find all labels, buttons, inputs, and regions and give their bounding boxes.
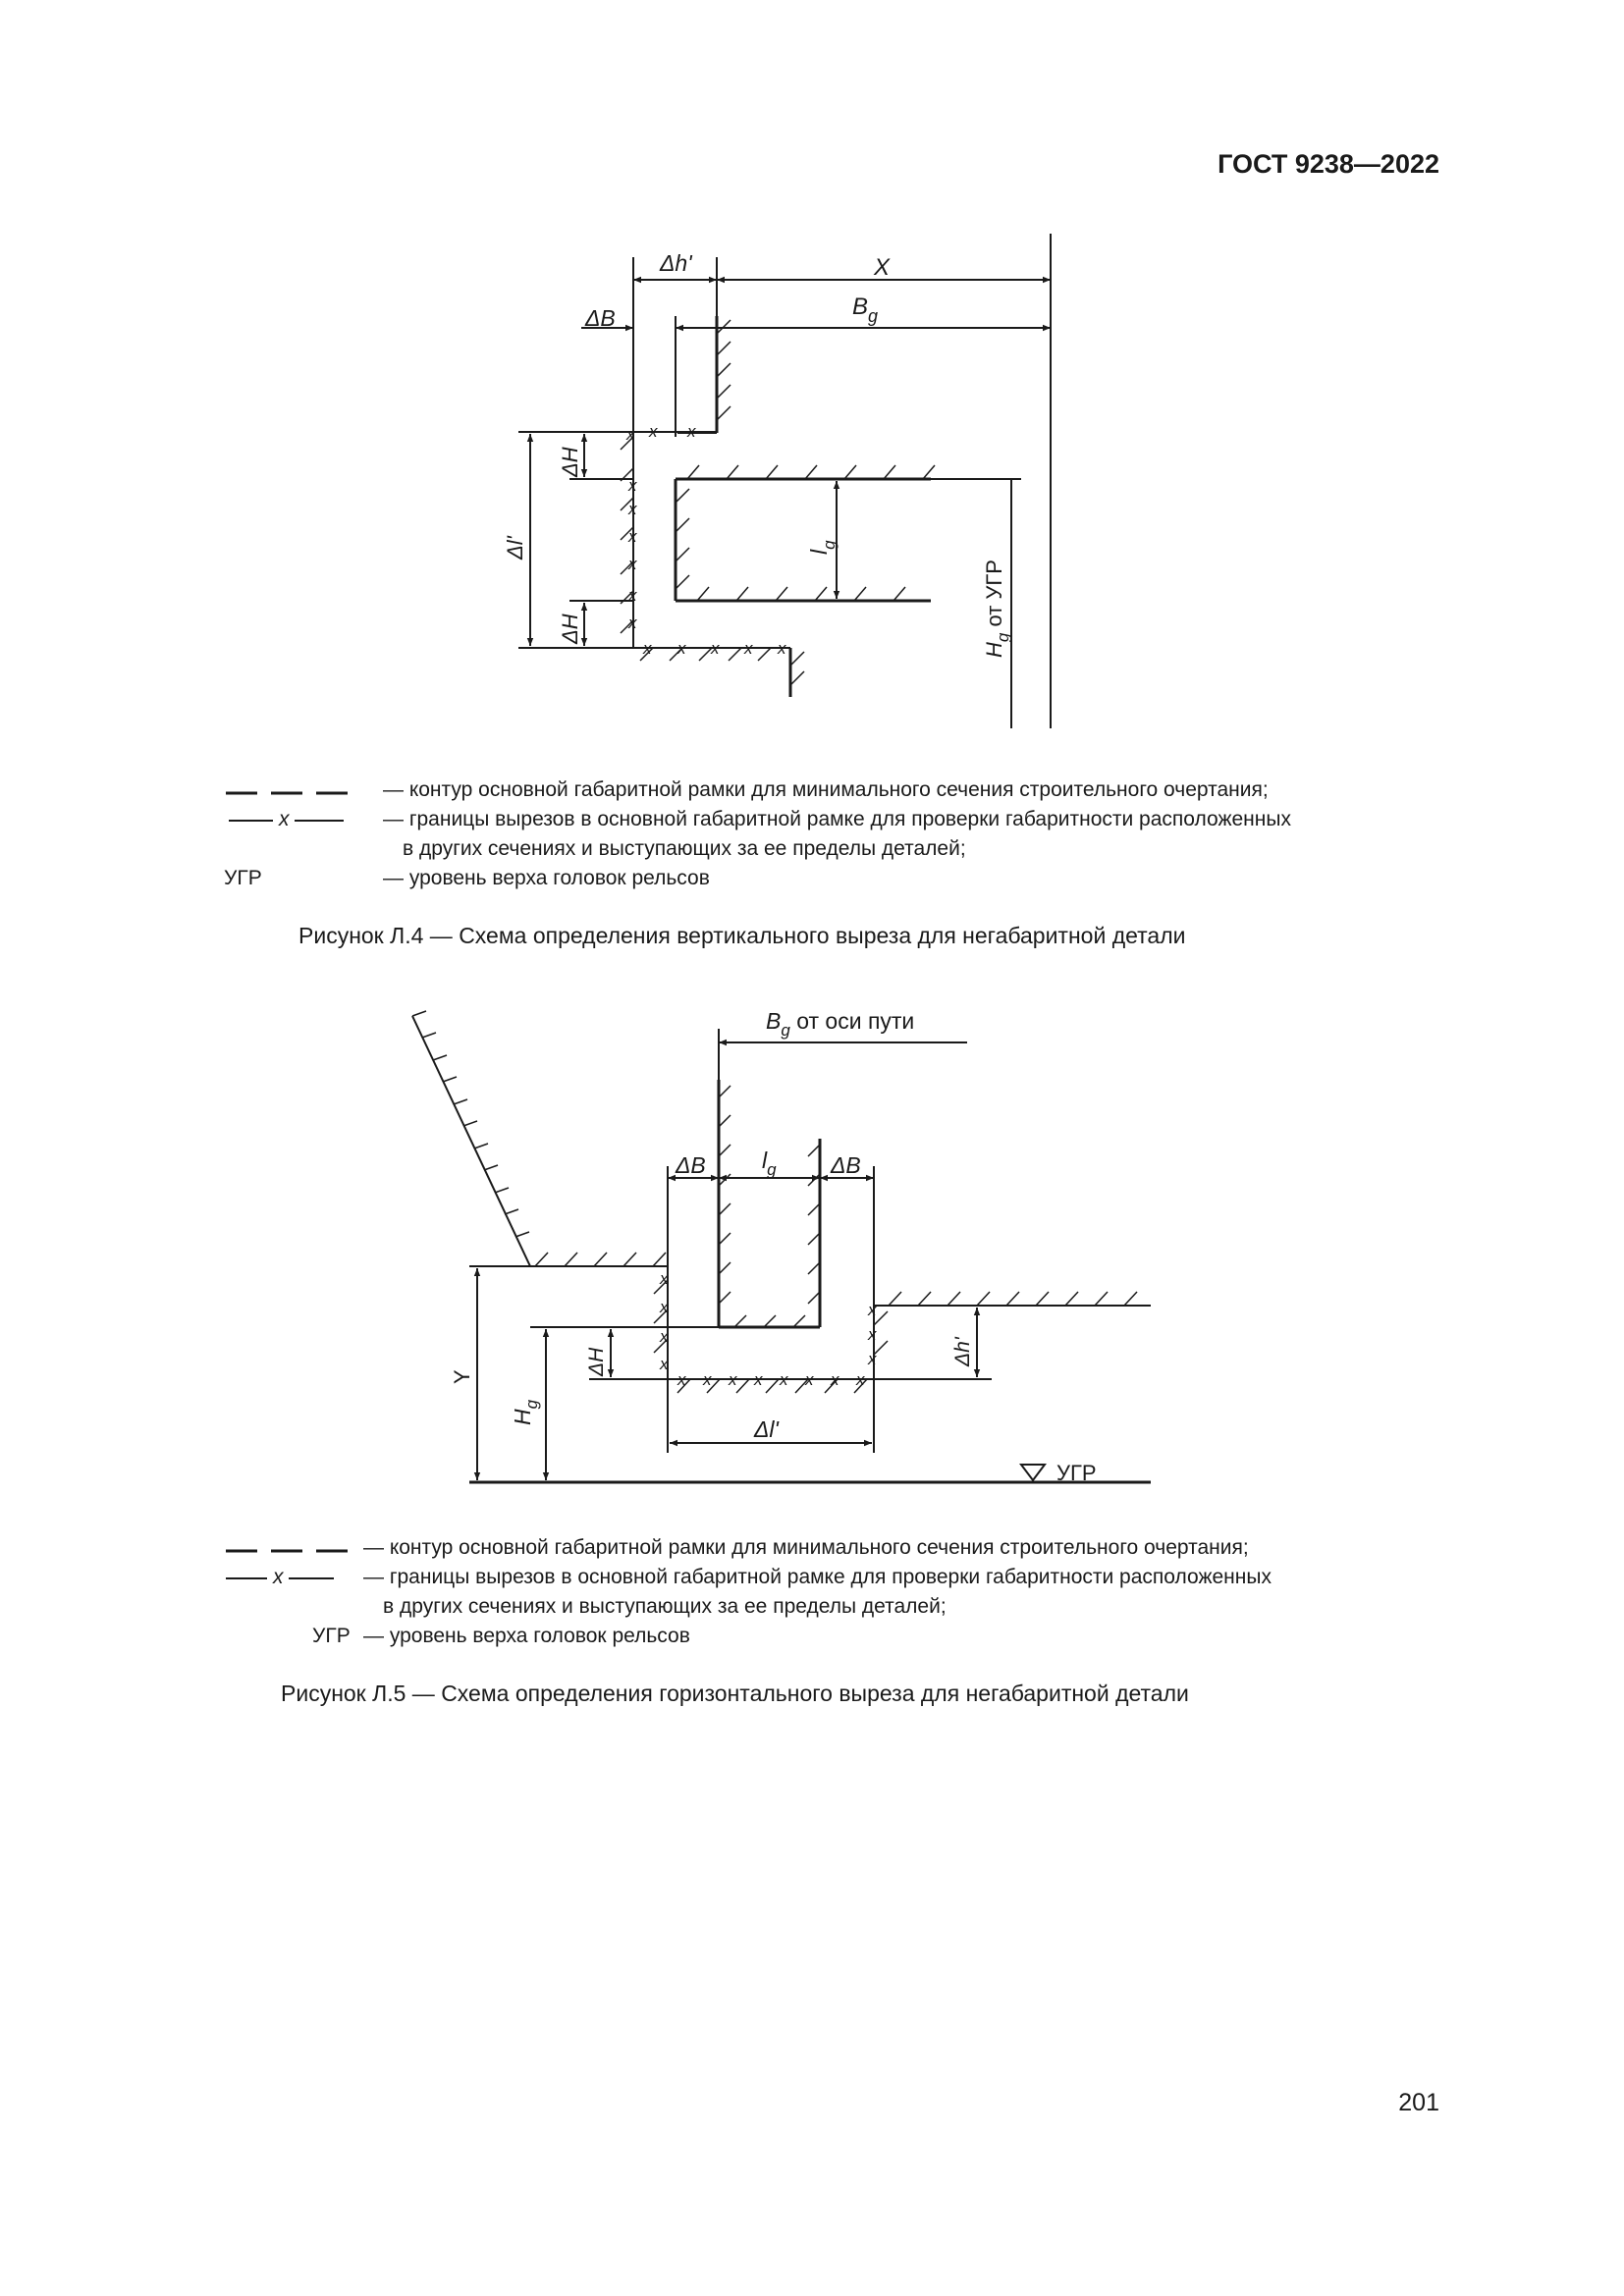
label-delta-b-right: ΔB	[831, 1152, 861, 1178]
legend-text-dashed: — контур основной габаритной рамки для минимального сечения строительного очертания;	[363, 1536, 1249, 1559]
label-dh-prime-5: Δh'	[951, 1337, 974, 1366]
svg-text:x: x	[687, 422, 696, 441]
label-x: X	[874, 254, 891, 281]
svg-text:x: x	[643, 639, 652, 658]
svg-text:x: x	[660, 1269, 669, 1288]
svg-text:x: x	[626, 425, 635, 444]
label-delta-h-bottom: ΔH	[558, 614, 582, 644]
figure-5-caption: Рисунок Л.5 — Схема определения горизонтального выреза для негабаритной детали	[281, 1681, 1189, 1706]
svg-text:x: x	[868, 1301, 877, 1319]
figure-5-legend	[224, 1533, 1422, 1651]
svg-text:x: x	[703, 1370, 712, 1389]
svg-text:x: x	[856, 1370, 865, 1389]
label-delta-b-left: ΔB	[676, 1152, 706, 1178]
svg-text:x: x	[628, 586, 637, 605]
legend-text-cross-cont: в других сечениях и выступающих за ее пределы деталей;	[403, 837, 966, 860]
svg-text:x: x	[729, 1370, 737, 1389]
label-hg-5: $H_g$	[510, 1399, 541, 1425]
legend-symbol-ugr: УГР	[224, 867, 262, 889]
label-delta-h-top: ΔH	[558, 447, 582, 477]
legend-text-dashed: — контур основной габаритной рамки для минимального сечения строительного очертания;	[383, 778, 1269, 801]
legend-text-cross: — границы вырезов в основной габаритной рамке для проверки габаритности расположенных	[363, 1566, 1272, 1588]
svg-text:x: x	[660, 1355, 669, 1373]
label-hg-from-ugr: $H_g$ от УГР	[982, 560, 1012, 658]
svg-text:x: x	[628, 476, 637, 495]
svg-text:x: x	[744, 639, 753, 658]
svg-text:x: x	[677, 1370, 686, 1389]
svg-text:x: x	[868, 1350, 877, 1368]
label-y: Y	[450, 1369, 474, 1384]
svg-text:x: x	[660, 1327, 669, 1346]
svg-text:x: x	[831, 1370, 839, 1389]
cross-symbol-char: x	[279, 808, 290, 830]
label-delta-b: ΔB	[585, 305, 616, 331]
label-ugr-5: УГР	[1056, 1461, 1097, 1485]
cross-symbol-char: x	[273, 1566, 284, 1588]
label-delta-h-5: ΔH	[585, 1347, 608, 1376]
page-number: 201	[1398, 2089, 1439, 2116]
legend-text-ugr: — уровень верха головок рельсов	[363, 1625, 690, 1647]
label-lg-5: $l_g$	[762, 1148, 777, 1179]
cross-line-symbol	[224, 1563, 352, 1592]
svg-text:x: x	[805, 1370, 814, 1389]
legend-text-ugr: — уровень верха головок рельсов	[383, 867, 710, 889]
svg-text:x: x	[649, 422, 658, 441]
document-id: ГОСТ 9238—2022	[1218, 149, 1439, 179]
label-dl-prime-5: Δl'	[754, 1416, 779, 1442]
legend-symbol-ugr: УГР	[312, 1625, 351, 1647]
legend-text-cross: — границы вырезов в основной габаритной рамке для проверки габаритности расположенных	[383, 808, 1291, 830]
label-lg: $l_g$	[806, 540, 839, 555]
label-bg: $B_g$	[852, 294, 879, 326]
label-delta-l-prime: Δl'	[503, 536, 527, 560]
svg-text:x: x	[660, 1298, 669, 1316]
svg-text:x: x	[754, 1370, 763, 1389]
svg-text:x: x	[677, 639, 686, 658]
label-dh-prime: Δh'	[660, 250, 692, 276]
dashed-line-symbol	[224, 1533, 352, 1563]
figure-4-caption: Рисунок Л.4 — Схема определения вертикального выреза для негабаритной детали	[298, 923, 1186, 948]
svg-text:x: x	[628, 527, 637, 546]
label-bg-axis: $B_g$ от оси пути	[766, 1008, 915, 1040]
level-triangle-icon	[1021, 1465, 1045, 1480]
svg-text:x: x	[628, 500, 637, 518]
svg-text:x: x	[628, 614, 637, 632]
svg-text:x: x	[778, 639, 786, 658]
svg-text:x: x	[628, 555, 637, 573]
svg-text:x: x	[780, 1370, 788, 1389]
svg-text:x: x	[868, 1325, 877, 1344]
svg-text:x: x	[711, 639, 720, 658]
legend-text-cross-cont: в других сечениях и выступающих за ее пределы деталей;	[383, 1595, 947, 1618]
